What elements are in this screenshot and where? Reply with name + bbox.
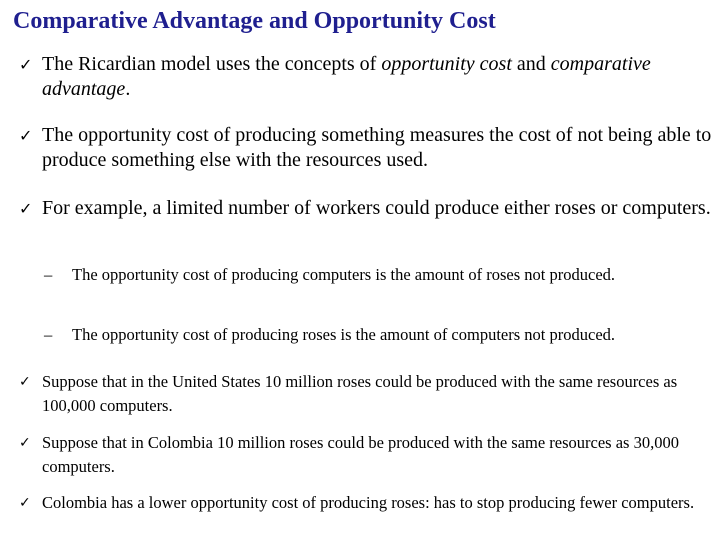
bullet-ricardian: [19, 52, 714, 102]
check-icon: ✓: [19, 435, 31, 451]
slide-title: Comparative Advantage and Opportunity Cost: [13, 8, 496, 34]
check-icon: ✓: [19, 374, 31, 390]
subbullet-computers: [44, 264, 682, 286]
bullet-example: [19, 196, 714, 221]
bullet-text-em-comparative-advantage: comparative advantage: [42, 53, 651, 100]
bullet-text-pre: The Ricardian model uses the concepts of: [42, 53, 382, 75]
bullet-text: The opportunity cost of producing something measures the cost of not being able to produce something else with the resources used.: [42, 124, 712, 171]
bullet-text: Suppose that in the United States 10 million roses could be produced with the same resources as 100,000 computers.: [42, 372, 678, 415]
subbullet-roses: [44, 324, 682, 346]
bullet-text: Colombia has a lower opportunity cost of producing roses: has to stop producing fewer computers.: [42, 493, 695, 512]
subbullet-text: The opportunity cost of producing computers is the amount of roses not produced.: [72, 265, 616, 284]
bullet-text: For example, a limited number of workers could produce either roses or computers.: [42, 197, 711, 219]
subbullet-text: The opportunity cost of producing roses is the amount of computers not produced.: [72, 325, 616, 344]
bullet-united-states: [19, 370, 718, 418]
dash-icon: –: [44, 325, 53, 344]
bullet-conclusion: [19, 491, 718, 515]
dash-icon: –: [44, 265, 53, 284]
bullet-colombia: [19, 431, 718, 479]
bullet-opportunity-cost: [19, 123, 714, 173]
bullet-text: Suppose that in Colombia 10 million roses could be produced with the same resources as 30,000 computers.: [42, 433, 679, 476]
check-icon: ✓: [19, 199, 33, 218]
check-icon: ✓: [19, 126, 33, 145]
bullet-text-post: .: [125, 78, 131, 100]
bullet-text-mid: and: [511, 53, 551, 75]
check-icon: ✓: [19, 55, 33, 74]
check-icon: ✓: [19, 495, 31, 511]
bullet-text-em-opportunity-cost: opportunity cost: [381, 53, 512, 75]
